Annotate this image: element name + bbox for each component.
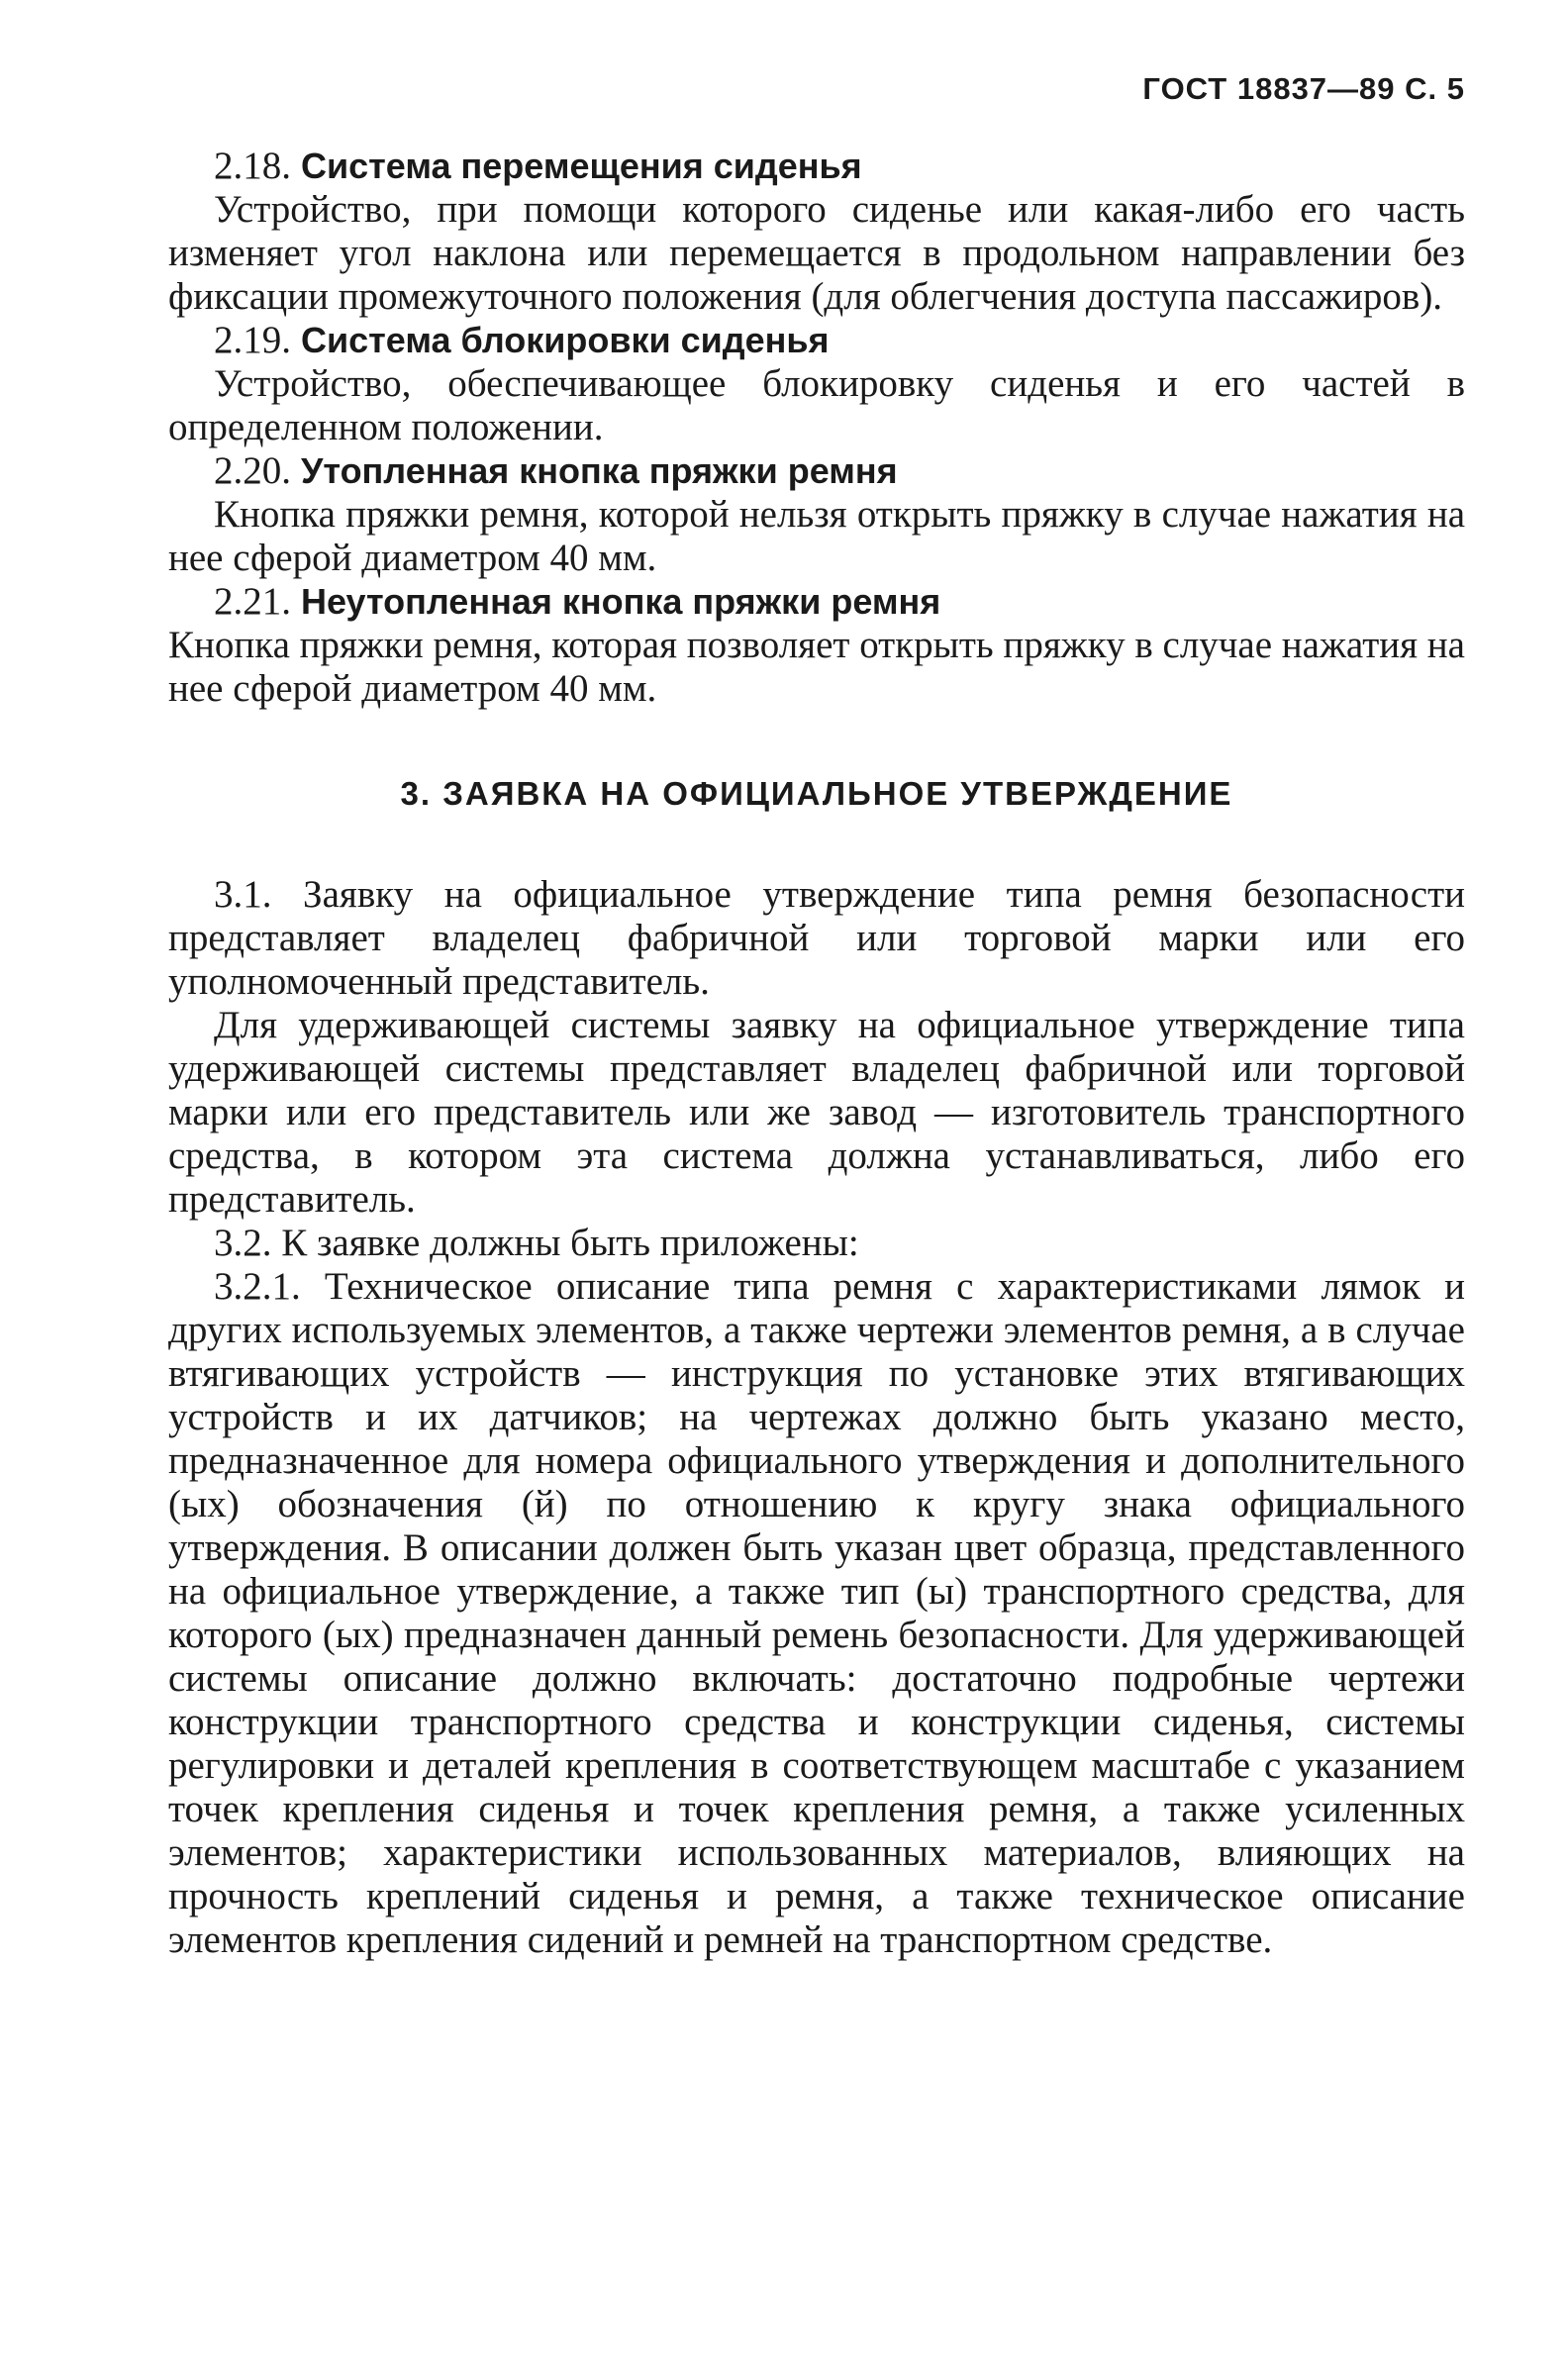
definition-2-18 xyxy=(168,145,1465,319)
definition-2-19 xyxy=(168,319,1465,449)
definition-title xyxy=(168,145,1465,188)
definition-body: Устройство, при помощи которого сиденье или какая-либо его часть изменяет угол наклона или перемещается в продольном направлении без фиксации промежуточного положения (для облегчения доступа пассажиров). xyxy=(168,188,1465,318)
paragraph-3-2: 3.2. К заявке должны быть приложены: xyxy=(214,1222,859,1264)
definition-title-text: Система перемещения сиденья xyxy=(301,146,862,186)
running-header: ГОСТ 18837—89 С. 5 xyxy=(1142,71,1465,106)
definition-body: Устройство, обеспечивающее блокировку сиденья и его частей в определенном положении. xyxy=(168,362,1465,448)
definition-body: Кнопка пряжки ремня, которой нельзя открыть пряжку в случае нажатия на нее сферой диаметром 40 мм. xyxy=(168,493,1465,579)
definition-number: 2.19. xyxy=(214,319,291,361)
paragraph-3-1: 3.1. Заявку на официальное утверждение типа ремня безопасности представляет владелец фабричной или торговой марки или его уполномоченный представитель. xyxy=(168,873,1465,1003)
section-body xyxy=(168,873,1465,1962)
definition-title xyxy=(168,449,1465,493)
definition-title xyxy=(168,580,1465,624)
definition-title-text: Система блокировки сиденья xyxy=(301,320,830,360)
definitions-list xyxy=(168,145,1465,711)
definition-number: 2.18. xyxy=(214,145,291,187)
definition-title-text: Утопленная кнопка пряжки ремня xyxy=(301,450,898,491)
paragraph-3-2-1: 3.2.1. Техническое описание типа ремня с характеристиками лямок и других используемых элементов, а также чертежи элементов ремня, а в случае втягивающих устройств — инструкция по установке этих втягивающих устройств и их датчиков; на чертежах должно быть указано место, предназначенное для номера официального утверждения и дополнительного (ых) обозначения (й) по отношению к кругу знака официального утверждения. В описании должен быть указан цвет образца, представленного на официальное утверждение, а также тип (ы) транспортного средства, для которого (ых) предназначен данный ремень безопасности. Для удерживающей системы описание должно включать: достаточно подробные чертежи конструкции транспортного средства и конструкции сиденья, системы регулировки и деталей крепления в соответствующем масштабе с указанием точек крепления сиденья и точек крепления ремня, а также усиленных элементов; характеристики использованных материалов, влияющих на прочность креплений сиденья и ремня, а также техническое описание элементов крепления сидений и ремней на транспортном средстве. xyxy=(168,1265,1465,1961)
definition-title xyxy=(168,319,1465,362)
definition-2-21 xyxy=(168,580,1465,711)
definition-2-20 xyxy=(168,449,1465,580)
definition-body: Кнопка пряжки ремня, которая позволяет открыть пряжку в случае нажатия на нее сферой диаметром 40 мм. xyxy=(168,624,1465,710)
paragraph-restraint-system: Для удерживающей системы заявку на официальное утверждение типа удерживающей системы представляет владелец фабричной или торговой марки или его представитель или же завод — изготовитель транспортного средства, в котором эта система должна устанавливаться, либо его представитель. xyxy=(168,1004,1465,1221)
section-heading: 3. ЗАЯВКА НА ОФИЦИАЛЬНОЕ УТВЕРЖДЕНИЕ xyxy=(400,775,1233,812)
definition-number: 2.21. xyxy=(214,580,291,623)
definition-title-text: Неутопленная кнопка пряжки ремня xyxy=(301,581,941,622)
definition-number: 2.20. xyxy=(214,449,291,492)
document-page xyxy=(168,69,1465,1962)
